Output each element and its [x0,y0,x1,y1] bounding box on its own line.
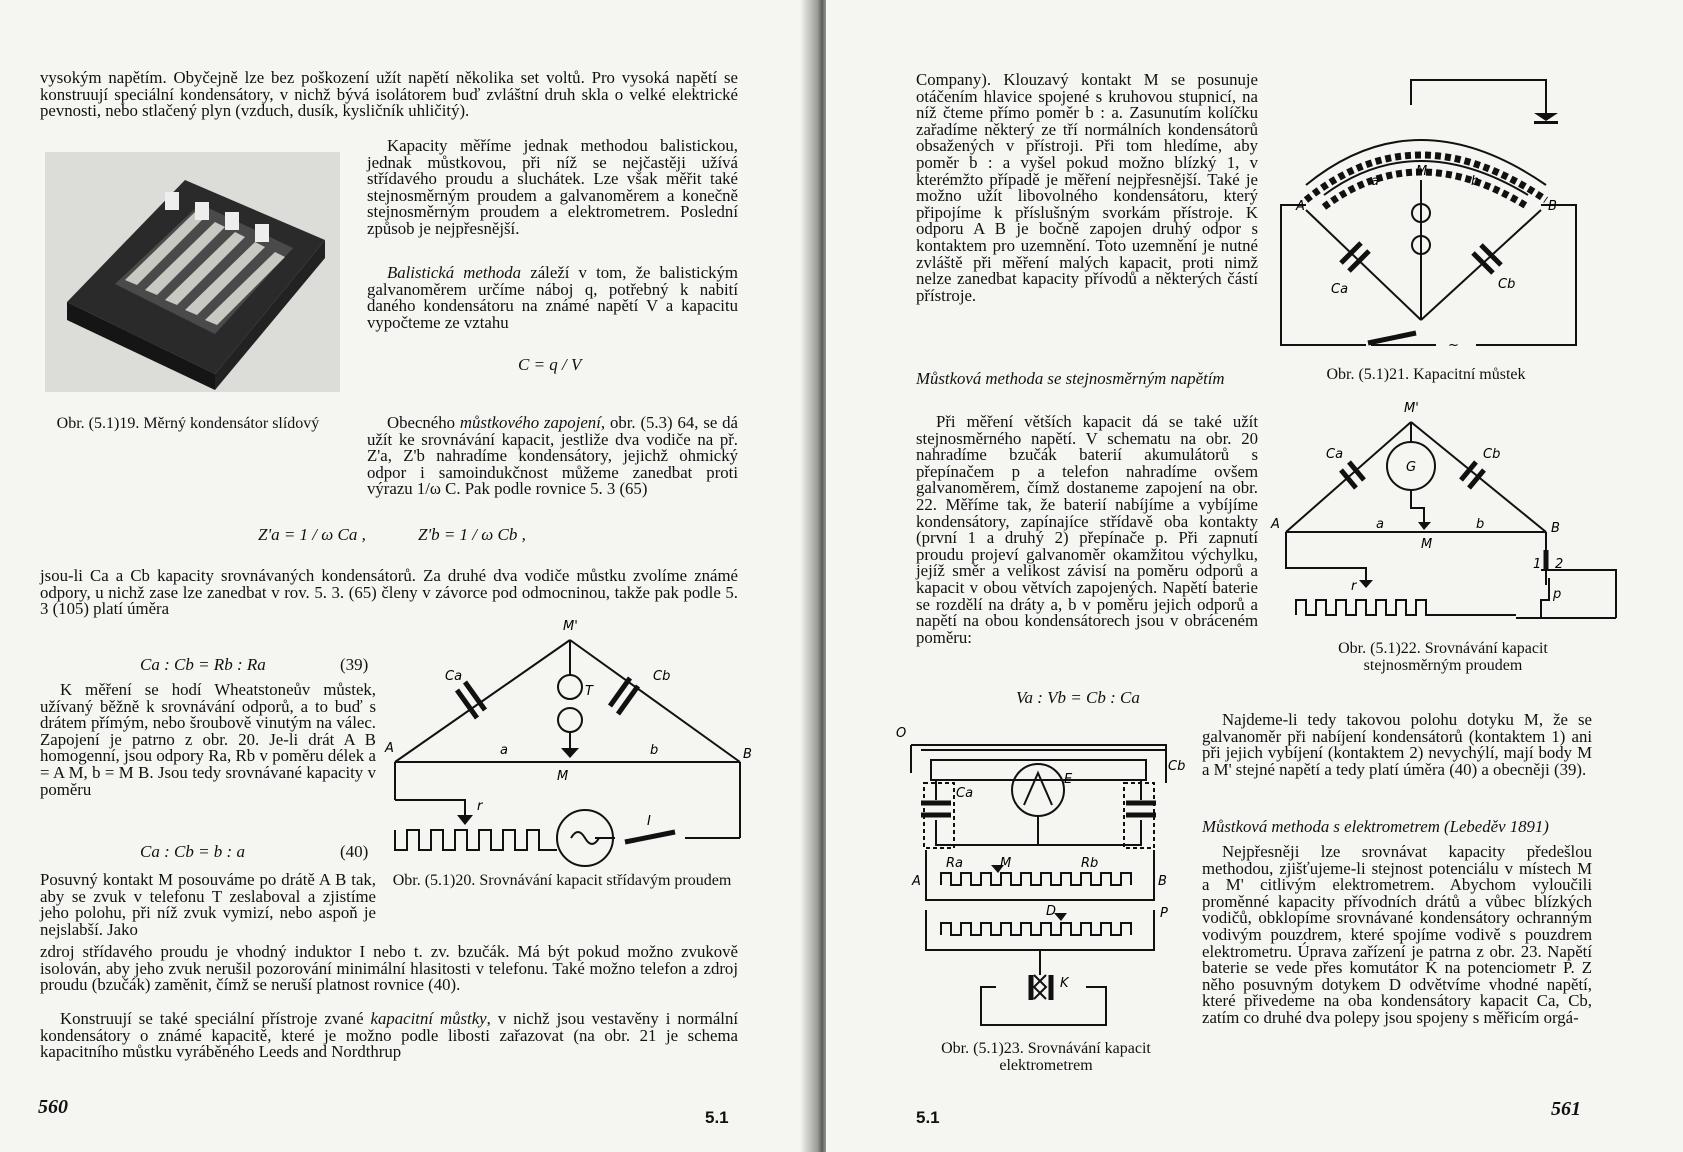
page-number-left: 560 [38,1096,68,1118]
fig23-label-m: M [1000,856,1012,871]
right-page [826,0,1683,1152]
fig23-label-k: K [1060,976,1069,991]
paragraph-kapacity: Kapacity měříme jednak methodou balistickou, jednak můstkovou, při níž se nejčastěji užívá střídavého proudu a sluchátek. Lze však měřit také stejnosměrným proudem a galvanoměrem a konečně stejnosměrným proudem a elektrometrem. Poslední způsob je nejpřesnější. [367,136,738,238]
fig22-label-a-node: A [1271,517,1280,532]
fig20-label-a: a [500,743,508,758]
fig23-label-p: P [1160,906,1168,921]
fig23-label-e: E [1064,772,1073,787]
fig20-diagram [385,620,755,870]
fig21-label-b: b [1471,174,1480,189]
fig23-label-cb: Cb [1168,759,1186,774]
section-right: 5.1 [916,1108,940,1127]
fig20-caption: Obr. (5.1)20. Srovnávání kapacit střídavým proudem [392,872,732,889]
fig22-label-2: 2 [1555,557,1564,572]
fig20-label-r: r [477,799,483,814]
fig20-label-b-node: B [743,747,752,762]
heading-elektrometr: Můstková methoda s elektrometrem (Lebeděv 1891) [1202,817,1549,836]
fig23-label-a: A [912,874,921,889]
paragraph-zdroj: zdroj střídavého proudu je vhodný induktor I nebo t. zv. bzučák. Má být pokud možno zvukově isolován, aby jeho zvuk nerušil pozorování minimální hlasitosti v telefonu. Také možno telefon a zdroj proudu (bzučák) zaměnit, čímž se neruší platnost rovnice (40). [40,942,738,995]
paragraph-posuvny: Posuvný kontakt M posouváme po drátě A B tak, aby se zvuk v telefonu T zeslaboval a zjistíme jeho polohu, při níž zvuk vymizí, nebo aspoň je nejslabší. Jako [40,870,376,939]
capacitor-photo [45,152,340,392]
fig20-label-ca: Ca [445,669,463,684]
left-page [0,0,818,1152]
paragraph-nejpresneji: Nejpřesněji lze srovnávat kapacity předešlou methodou, zjišťujeme-li stejnost potenciálu v místech M a M' citlivým elektrometrem. Abychom vyloučili proměnné kapacity přívodních drátů a vůbec blízkých vodičů, obklopíme srovnávané kondensátory ochranným vodivým pouzdrem, které spojíme vodivě s pouzdrem elektrometru. Úprava zařízení je patrna z obr. 23. Napětí baterie se vede přes komutátor K na potenciometr P. Z něho posuvným dotykem D odvětvíme vhodné napětí, které přivedeme na oba kondensátory kapacit Ca, Cb, zatím co druhé dva polepy jsou spojeny s měřicím orgá- [1202,842,1592,1027]
fig19-caption: Obr. (5.1)19. Měrný kondensátor slídový [56,415,320,432]
page-number-right: 561 [1551,1098,1581,1120]
paragraph-kmereni: K měření se hodí Wheatstoneův můstek, užívaný běžně k srovnávání odporů, a to buď s drátem přímým, nebo šroubově vinutým na válec. Zapojení je patrno z obr. 20. Je-li drát A B homogenní, jsou odpory Ra, Rb v poměru délek a = A M, b = M B. Jsou tedy srovnávané kapacity v poměru [40,680,376,799]
fig21-label-a: a [1371,174,1379,189]
paragraph-company: Company). Klouzavý kontakt M se posunuje otáčením hlavice spojené s kruhovou stupnicí, na níž čteme přímo poměr b : a. Zasunutím kolíčku zařadíme některý ze tří normálních kondensátorů obsažených v přístroji. Při tom hledíme, aby poměr b : a vyšel pokud možno blízký 1, v kterémžto případě je měření nejpřesnější. Také je možno užít libovolného kondensátoru, který připojíme k příslušným svorkám přístroje. K odporu A B je bočně zapojen druhý odpor s kontaktem pro uzemnění. Toto uzemnění je nutné zvláště při měření malých kapacit, proti nimž nelze zanedbat kapacity přívodů a některých částí přístroje. [916,70,1258,305]
fig23-label-ra: Ra [946,856,963,871]
fig22-label-ca: Ca [1326,447,1344,462]
fig22-label-mprime: M' [1404,401,1419,416]
equation-39-number: (39) [340,655,369,674]
fig20-label-a-node: A [385,741,394,756]
fig21-label-b-node: B [1548,199,1557,214]
paragraph-konstruuji: Konstruují se také speciální přístroje zvané kapacitní můstky, v nichž jsou vestavěny i normální kondensátory o známé kapacitě, které je možno podle libosti zařazovat (na obr. 21 je schema kapacitního můstku vyráběného Leeds and Nordthrup [40,1009,739,1062]
fig22-diagram [1271,400,1591,630]
paragraph-jsou: jsou-li Ca a Cb kapacity srovnávaných kondensátorů. Za druhé dva vodiče můstku zvolíme známé odpory, u nichž zase lze zanedbat v rov. 5. 3. (65) členy v závorce pod odmocninou, takže pak podle 5. 3 (105) platí úměra [40,566,738,619]
fig22-label-r: r [1351,579,1357,594]
equation-40: Ca : Cb = b : a [140,842,245,861]
fig21-label-a-node: A [1296,199,1305,214]
fig23-label-rb: Rb [1081,856,1099,871]
fig20-label-t: T [585,684,593,699]
fig23-label-o: O [896,726,907,741]
fig22-label-a: a [1376,517,1384,532]
section-left: 5.1 [705,1108,729,1127]
fig23-caption: Obr. (5.1)23. Srovnávání kapacit elektrometrem [941,1040,1151,1074]
fig20-label-cb: Cb [653,669,671,684]
equation-39: Ca : Cb = Rb : Ra [140,655,266,674]
fig22-caption: Obr. (5.1)22. Srovnávání kapacit stejnosměrným proudem [1338,640,1548,674]
fig22-label-p: p [1553,587,1562,602]
paragraph-najdeme: Najdeme-li tedy takovou polohu dotyku M, že se galvanoměr při nabíjení kondensátorů (kontaktem 1) ani při jejich vybíjení (kontaktem 2) nevychýlí, mají body M a M' stejné napětí a tedy platí úměra (40) a obecněji (39). [1202,710,1592,779]
fig22-label-b-node: B [1551,521,1560,536]
fig22-label-b: b [1476,517,1485,532]
paragraph-pri-mereni: Při měření větších kapacit dá se také užít stejnosměrného napětí. V schematu na obr. 20 nahradíme bzučák baterií akumulátorů s přepínačem p a telefon nahradíme ovšem galvanoměrem, čímž dostaneme zapojení na obr. 22. Měříme tak, že baterií nabíjíme a vybíjíme kondensátory, zapínajíce střídavě oba kontakty (první 1 a druhý 2) přepínače p. Při zapnutí proudu projeví galvanoměr okamžitou výchylku, jejíž směr a velikost závisí na poměru odporů a kapacit v obou větvích zapojených. Napětí baterie se rozdělí na dráty a, b v poměru jejich odporů a napětí na obou kondensátorech jsou v obráceném poměru: [916,412,1258,647]
fig22-label-m: M [1421,537,1433,552]
fig21-diagram [1276,75,1586,355]
equation-zb: Z'b = 1 / ω Cb , [418,525,526,544]
equation-v: Va : Vb = Cb : Ca [1016,688,1140,707]
fig22-label-1: 1 [1533,557,1542,572]
paragraph-top: vysokým napětím. Obyčejně lze bez poškození užít napětí několika set voltů. Pro vysoká napětí se konstruují speciální kondensátory, v nichž bývá isolátorem buď zvláštní druh skla o velké elektrické pevnosti, nebo stlačený plyn (vzduch, dusík, kysličník uhličitý). [40,68,738,121]
capacitor-photo-svg [45,152,340,392]
fig20-label-b: b [650,743,659,758]
paragraph-obecneho-head: Obecného můstkového zapojení, obr. (5.3) 64, se dá užít ke srovnávání kapacit, jestliže dva vodiče na př. Z'a, Z'b nahradíme kondensátory, jejichž ohmický odpor i samoindukčnost můžeme zanedbat proti výrazu 1/ω C. Pak podle rovnice 5. 3 (65) [367,413,739,499]
fig21-label-ac: ~ [1448,338,1459,353]
equation-40-number: (40) [340,842,369,861]
fig21-label-cb: Cb [1498,277,1516,292]
fig21-caption: Obr. (5.1)21. Kapacitní můstek [1326,366,1526,383]
fig21-label-m: M [1416,164,1428,179]
fig23-label-ca: Ca [956,786,974,801]
equation-za: Z'a = 1 / ω Ca , [258,525,366,544]
fig23-label-d: D [1046,904,1057,919]
fig23-label-b: B [1158,874,1167,889]
equation-c: C = q / V [518,355,582,374]
fig23-diagram [896,725,1196,1035]
paragraph-balisticka: Balistická methoda záleží v tom, že balistickým galvanoměrem určíme náboj q, potřebný k nabití daného kondensátoru na známé napětí V a kapacitu vypočteme ze vztahu [367,263,738,332]
fig21-label-ca: Ca [1331,282,1349,297]
fig22-label-g: G [1406,460,1417,475]
fig20-label-m: M [557,769,569,784]
fig22-label-cb: Cb [1483,447,1501,462]
fig20-label-i: I [647,814,651,829]
heading-stejnosmerne: Můstková methoda se stejnosměrným napětím [916,369,1225,388]
fig20-label-mprime: M' [563,619,578,634]
